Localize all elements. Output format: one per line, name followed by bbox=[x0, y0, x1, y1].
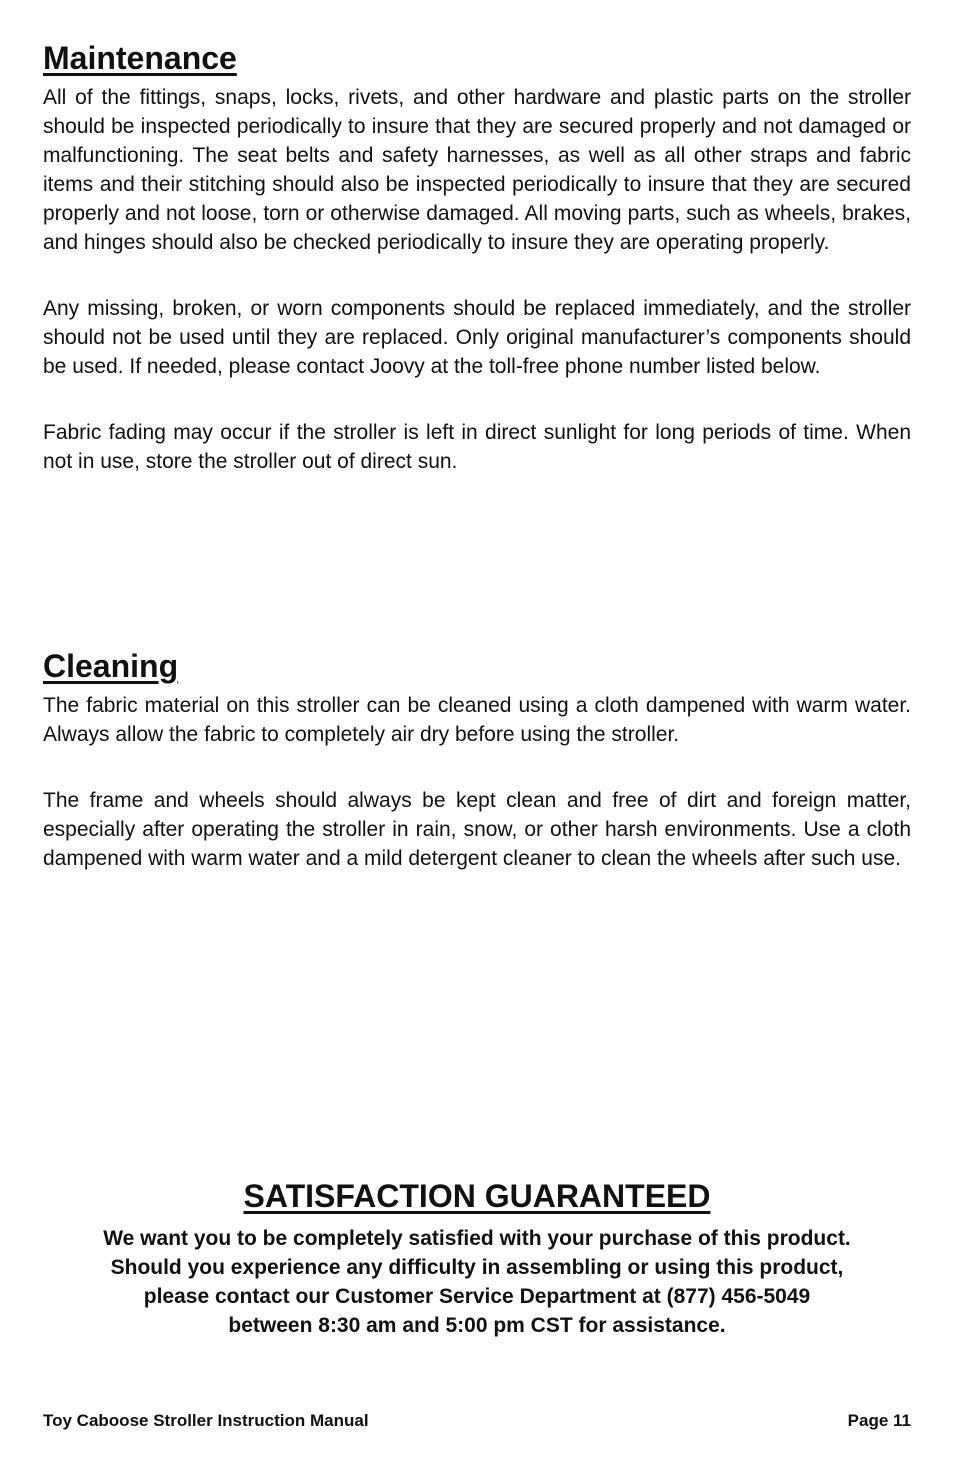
maintenance-paragraph-1: All of the fittings, snaps, locks, rivets, and other hardware and plastic parts on the stroller should be inspected periodically to insure that they are secured properly and not damaged or malfunctioning. The seat belts and safety harnesses, as well as all other straps and fabric items and their stitching should also be inspected periodically to insure that they are secured properly and not loose, torn or otherwise damaged. All moving parts, such as wheels, brakes, and hinges should also be checked periodically to insure they are operating properly. bbox=[43, 86, 911, 254]
page-footer bbox=[43, 1411, 911, 1431]
maintenance-section bbox=[43, 38, 911, 476]
cleaning-paragraph-1: The fabric material on this stroller can be cleaned using a cloth dampened with warm water. Always allow the fabric to completely air dry before using the stroller. bbox=[43, 694, 911, 746]
guarantee-line-3: please contact our Customer Service Department at (877) 456-5049 bbox=[143, 1285, 811, 1308]
maintenance-heading: Maintenance bbox=[43, 40, 237, 76]
guarantee-line-4: between 8:30 am and 5:00 pm CST for assistance. bbox=[228, 1314, 726, 1337]
cleaning-heading: Cleaning bbox=[43, 648, 179, 684]
cleaning-paragraph-2: The frame and wheels should always be kept clean and free of dirt and foreign matter, especially after operating the stroller in rain, snow, or other harsh environments. Use a cloth dampened with warm water and a mild detergent cleaner to clean the wheels after such use. bbox=[43, 789, 911, 870]
guarantee-line-2: Should you experience any difficulty in assembling or using this product, bbox=[110, 1256, 844, 1279]
guarantee-section bbox=[43, 1176, 911, 1340]
cleaning-section bbox=[43, 646, 911, 873]
guarantee-heading: SATISFACTION GUARANTEED bbox=[243, 1178, 711, 1214]
guarantee-line-1: We want you to be completely satisfied with your purchase of this product. bbox=[103, 1227, 851, 1250]
document-page bbox=[43, 0, 911, 1475]
maintenance-paragraph-3: Fabric fading may occur if the stroller is left in direct sunlight for long periods of time. When not in use, store the stroller out of direct sun. bbox=[43, 421, 911, 473]
maintenance-paragraph-2: Any missing, broken, or worn components should be replaced immediately, and the stroller should not be used until they are replaced. Only original manufacturer’s components should be used. If needed, please contact Joovy at the toll-free phone number listed below. bbox=[43, 297, 911, 378]
footer-manual-title: Toy Caboose Stroller Instruction Manual bbox=[43, 1411, 369, 1430]
footer-page-number: Page 11 bbox=[847, 1411, 911, 1430]
